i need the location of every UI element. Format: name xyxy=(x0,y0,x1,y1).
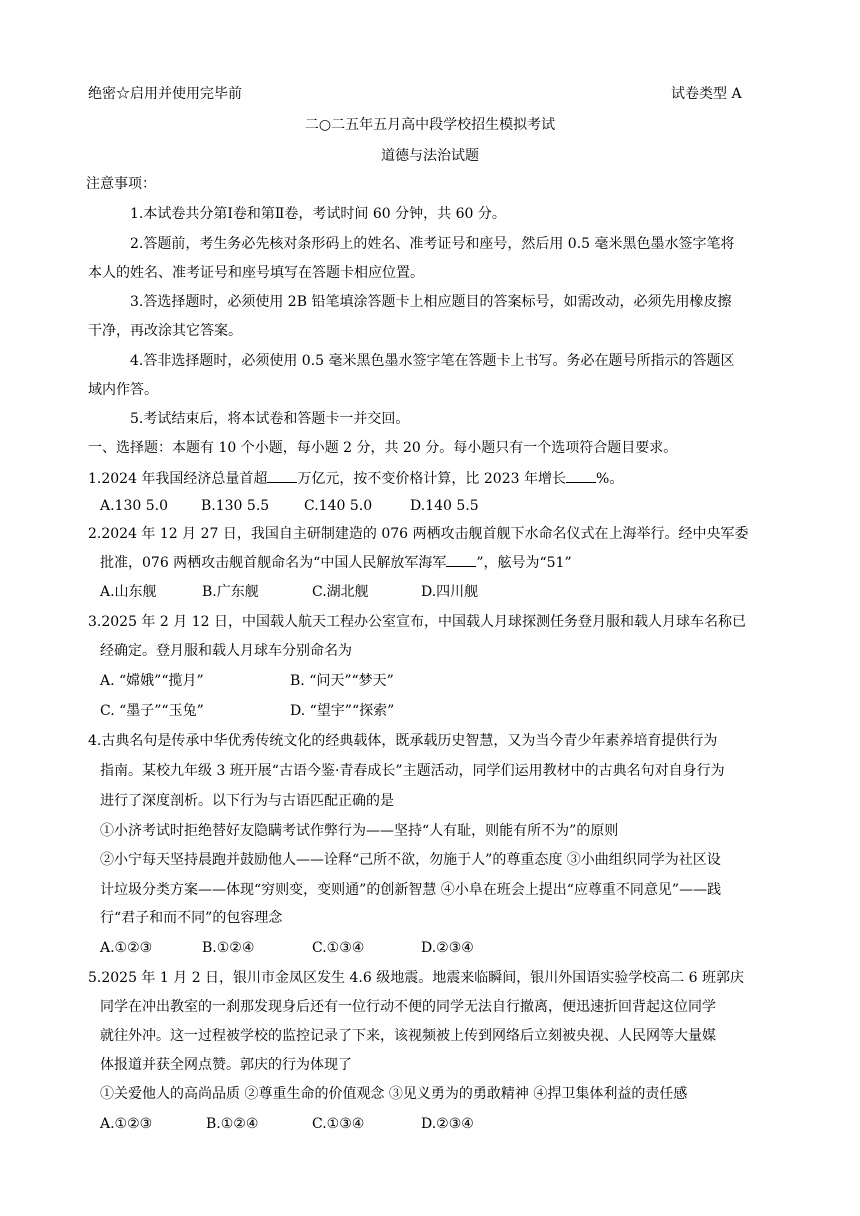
q5-option-a: A.①②③ xyxy=(100,1116,153,1132)
section-heading: 一、选择题：本题有 10 个小题，每小题 2 分，共 20 分。每小题只有一个选项符合题目要求。 xyxy=(88,440,678,456)
question-3-stem-cont: 经确定。登月服和载人月球车分别命名为 xyxy=(100,643,352,659)
note-4-cont: 域内作答。 xyxy=(88,382,158,398)
q1-option-b: B.130 5.5 xyxy=(201,498,270,514)
question-2-stem-cont xyxy=(100,552,572,573)
paper-type: 试卷类型 A xyxy=(671,86,742,102)
confidential-label: 绝密☆启用并使用完毕前 xyxy=(88,86,242,102)
q2-option-b: B.广东舰 xyxy=(202,584,259,600)
note-2: 2.答题前，考生务必先核对条形码上的姓名、准考证号和座号，然后用 0.5 毫米黑色墨水签字笔将 xyxy=(130,236,735,252)
question-5-stem: 5.2025 年 1 月 2 日，银川市金凤区发生 4.6 级地震。地震来临瞬间，银川外国语实验学校高二 6 班郭庆 xyxy=(88,970,745,986)
q3-option-c: C. “墨子”“玉兔” xyxy=(100,703,204,719)
answer-blank xyxy=(566,468,596,483)
question-3-stem: 3.2025 年 2 月 12 日，中国载人航天工程办公室宣布，中国载人月球探测任务登月服和载人月球车名称已 xyxy=(88,614,746,630)
note-1: 1.本试卷共分第Ⅰ卷和第Ⅱ卷，考试时间 60 分钟，共 60 分。 xyxy=(130,206,506,222)
q3-option-d: D. “望宇”“探索” xyxy=(290,703,395,719)
q1-option-c: C.140 5.0 xyxy=(304,498,373,514)
q3-option-a: A. “嫦娥”“揽月” xyxy=(100,673,204,689)
note-4: 4.答非选择题时，必须使用 0.5 毫米黑色墨水签字笔在答题卡上书写。务必在题号所指示的答题区 xyxy=(130,353,735,369)
stem-part: 1.2024 年我国经济总量首超 xyxy=(88,471,268,487)
note-3: 3.答选择题时，必须使用 2B 铅笔填涂答题卡上相应题目的答案标号，如需改动，必须先用橡皮擦 xyxy=(130,294,732,310)
question-5-items: ①关爱他人的高尚品质 ②尊重生命的价值观念 ③见义勇为的勇敢精神 ④捍卫集体利益的责任感 xyxy=(100,1086,688,1102)
q3-option-b: B. “问天”“梦天” xyxy=(290,673,394,689)
q4-option-c: C.①③④ xyxy=(312,940,365,956)
question-4-item: ①小济考试时拒绝替好友隐瞒考试作弊行为——坚持“人有耻，则能有所不为”的原则 xyxy=(100,823,619,839)
q4-option-d: D.②③④ xyxy=(421,940,474,956)
question-5-stem-cont: 就往外冲。这一过程被学校的监控记录了下来，该视频被上传到网络后立刻被央视、人民网等大量媒 xyxy=(100,1028,716,1044)
q2-option-c: C.湖北舰 xyxy=(312,584,369,600)
question-4-stem-cont: 指南。某校九年级 3 班开展“古语今鉴·青春成长”主题活动，同学们运用教材中的古典名句对自身行为 xyxy=(100,763,725,779)
note-5: 5.考试结束后，将本试卷和答题卡一并交回。 xyxy=(130,411,410,427)
exam-title: 二○二五年五月高中段学校招生模拟考试 xyxy=(304,117,556,133)
question-1-stem xyxy=(88,468,623,489)
q4-option-a: A.①②③ xyxy=(100,940,153,956)
question-5-stem-cont: 同学在冲出教室的一刹那发现身后还有一位行动不便的同学无法自行撤离，便迅速折回背起这位同学 xyxy=(100,999,716,1015)
stem-part: 万亿元，按不变价格计算，比 2023 年增长 xyxy=(297,471,566,487)
q1-option-a: A.130 5.0 xyxy=(100,498,168,514)
question-4-stem-cont: 进行了深度剖析。以下行为与古语匹配正确的是 xyxy=(100,793,394,809)
question-4-item: 行“君子和而不同”的包容理念 xyxy=(100,910,283,926)
stem-part: 批准，076 两栖攻击舰首舰命名为“中国人民解放军海军 xyxy=(100,555,447,571)
q5-option-d: D.②③④ xyxy=(421,1116,474,1132)
question-2-stem: 2.2024 年 12 月 27 日，我国自主研制建造的 076 两栖攻击舰首舰下水命名仪式在上海举行。经中央军委 xyxy=(88,526,749,542)
notes-heading: 注意事项： xyxy=(86,176,156,192)
answer-blank xyxy=(267,468,297,483)
stem-part: ”，舷号为“51” xyxy=(476,555,572,571)
stem-part: %。 xyxy=(595,471,624,487)
subject-title: 道德与法治试题 xyxy=(381,148,479,164)
question-4-item: ②小宁每天坚持晨跑并鼓励他人——诠释“己所不欲，勿施于人”的尊重态度 ③小曲组织同学为社区设 xyxy=(100,852,721,868)
question-5-stem-cont: 体报道并获全网点赞。郭庆的行为体现了 xyxy=(100,1057,352,1073)
q1-option-d: D.140 5.5 xyxy=(410,498,479,514)
question-4-stem: 4.古典名句是传承中华优秀传统文化的经典载体，既承载历史智慧，又为当今青少年素养培育提供行为 xyxy=(88,733,718,749)
note-3-cont: 干净，再改涂其它答案。 xyxy=(88,323,242,339)
question-4-item: 计垃圾分类方案——体现“穷则变，变则通”的创新智慧 ④小阜在班会上提出“应尊重不同意见”——践 xyxy=(100,882,722,898)
q5-option-c: C.①③④ xyxy=(312,1116,365,1132)
q5-option-b: B.①②④ xyxy=(206,1116,259,1132)
q4-option-b: B.①②④ xyxy=(202,940,255,956)
answer-blank xyxy=(446,552,476,567)
note-2-cont: 本人的姓名、准考证号和座号填写在答题卡相应位置。 xyxy=(88,265,424,281)
q2-option-d: D.四川舰 xyxy=(421,584,479,600)
q2-option-a: A.山东舰 xyxy=(100,584,157,600)
